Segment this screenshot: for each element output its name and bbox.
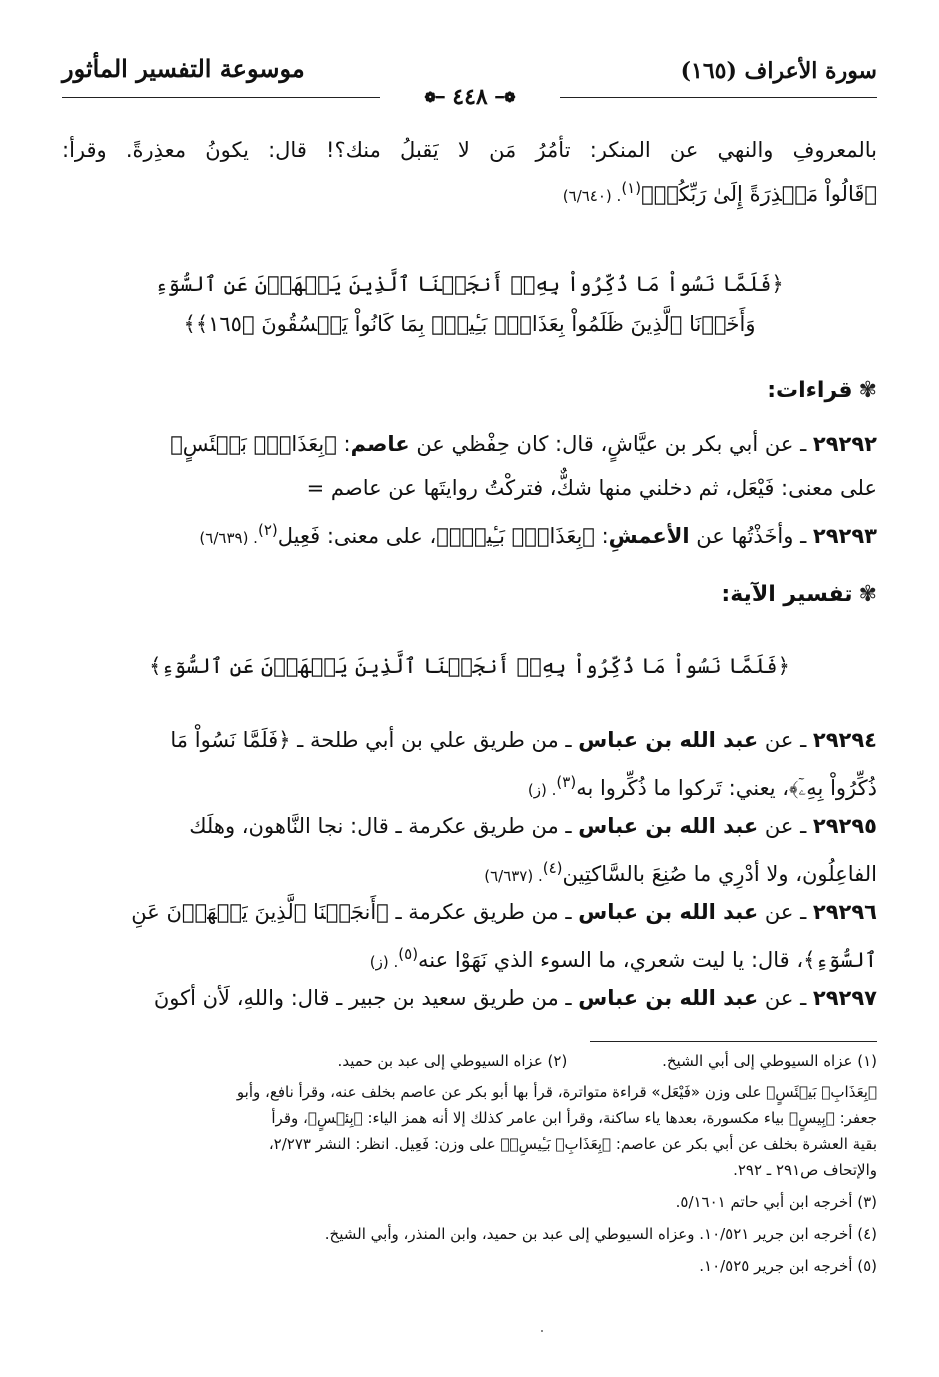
narration-number: ٢٩٢٩٦ [812,900,877,924]
ornament-icon: ❁━ [424,90,445,106]
footnote-line: والإتحاف ص٢٩١ ـ ٢٩٢. [733,1161,877,1179]
flower-icon: ✾ [858,582,877,607]
narration-number: ٢٩٢٩٥ [812,814,877,838]
footnote-line: بقية العشرة بخلف عن أبي بكر عن عاصم: ﴿بِعَذَابِۭ بَـِٔيسِۭ﴾ على وزن: فَعِيل. انظر: النشر ٢/٢٧٣، [268,1135,877,1153]
footnote-rule [590,1041,877,1042]
narration-line: ٢٩٢٩٧ ـ عن عبد الله بن عباس ـ من طريق سعيد بن جبير ـ قال: واللهِ، لَأن أكونَ [153,986,877,1010]
footnote-4: (٤) أخرجه ابن جرير ١٠/٥٢١. وعزاه السيوطي إلى عبد بن حميد، وابن المنذر، وأبي الشيخ. [324,1225,877,1243]
narration-line: ذُكِّرُواْ بِهِۦٓ﴾، يعني: تَركوا ما ذُكِّروا به$^{(٣)}$. (ز) [527,773,877,800]
narration-number: ٢٩٢٩٧ [812,986,877,1010]
page-number: ٤٤٨ [452,84,488,110]
footnote-marker: (٣) [556,773,577,791]
quran-quote: ٱلسُّوٓءِ﴾ [803,948,877,972]
quran-quote: ﴿قَالُواْ مَعۡذِرَةً إِلَىٰ رَبِّكُمۡ﴾ [641,182,877,206]
page-speck [541,1330,543,1332]
narration-number: ٢٩٢٩٤ [812,728,877,752]
footnote-3: (٣) أخرجه ابن أبي حاتم ٥/١٦٠١. [675,1193,877,1211]
ornament-icon: ━❁ [495,90,516,106]
verse-line: وَأَخَذۡنَا ٱلَّذِينَ ظَلَمُواْ بِعَذَابِۭ بَـِٔيسِۭ بِمَا كَانُواْ يَفۡسُقُونَ ﴿١٦٥﴾﴾ [183,312,756,336]
narration-line: الفاعِلُون، ولا أدْرِي ما صُنِعَ بالسَّاكتِين$^{(٤)}$. (٦/٦٣٧) [484,859,877,886]
flower-icon: ✾ [858,378,877,403]
footnote-5: (٥) أخرجه ابن جرير ١٠/٥٢٥. [699,1257,877,1275]
quran-quote: ﴿بِعَذَابِۭ بَـِٔيسِۭ﴾ [436,524,595,548]
source-ref: . (٦/٦٣٧) [484,867,543,885]
narration-line: على معنى: فَيْعَل، ثم دخلني منها شكٌّ، فتركْتُ روايتَها عن عاصم = [306,476,877,500]
footnote-line: جعفر: ﴿بِيسٍ﴾ بياء مكسورة، بعدها ياء ساكنة، وقرأ ابن عامر كذلك إلا أنه همز الياء: ﴿بِئۡسٍ﴾، وقرأ [271,1109,877,1127]
footnote-marker: (٢) [257,521,278,539]
footnote-line: ﴿بِعَذَابِۭ بَيۡئَسٍ﴾ على وزن «فَيْعَل» قراءة متواترة، قرأ بها أبو بكر عن عاصم بخلف عنه، وقرأ نافع، وأبو [236,1083,877,1101]
quran-quote: ﴿أَنجَيۡنَا ٱلَّذِينَ يَنۡهَوۡنَ عَنِ [131,900,389,924]
text-line: بالمعروفِ والنهي عن المنكر: تأمُرُ مَن لا يَقبلُ منك؟! قال: يكونُ معذِرةً. وقرأ: [62,138,877,162]
narration-number: ٢٩٢٩٢ [812,432,877,456]
quran-quote: ﴿فَلَمَّا نَسُواْ مَا [170,728,291,752]
page-number-block [380,84,560,110]
narration-line: ٱلسُّوٓءِ﴾، قال: يا ليت شعري، ما السوء الذي نَهَوْا عنه$^{(٥)}$. (ز) [369,945,877,972]
narration-line: ٢٩٢٩٢ ـ عن أبي بكر بن عيَّاشٍ، قال: كان حِفْظي عن عاصم: ﴿بِعَذَابِۭ بَيۡئَسٍ﴾ [170,432,877,456]
footnote-pair [62,1052,877,1070]
section-heading-readings: ✾قراءات: [767,378,877,403]
verse-line: ﴿فَلَمَّا نَسُواْ مَا ذُكِّرُواْ بِهِۦٓ أَنجَيۡنَا ٱلَّذِينَ يَنۡهَوۡنَ عَنِ ٱلسُّوٓءِ [155,272,784,296]
quran-quote: ذُكِّرُواْ بِهِۦٓ﴾ [789,776,877,800]
footnote-marker: (١) [621,179,642,197]
source-ref: . (ز) [369,953,399,971]
source-ref: . (٦/٦٣٩) [199,529,258,547]
source-ref: . (٦/٦٤٠) [562,187,622,205]
footnote-2: (٢) عزاه السيوطي إلى عبد بن حميد. [337,1052,568,1070]
book-title: موسوعة التفسير المأثور [62,54,305,83]
section-heading-tafsir: ✾تفسير الآية: [721,582,877,607]
verse-line: ﴿فَلَمَّا نَسُواْ مَا ذُكِّرُواْ بِهِۦٓ أَنجَيۡنَا ٱلَّذِينَ يَنۡهَوۡنَ عَنِ ٱلسُّوٓءِ﴾ [149,654,790,678]
surah-title: سورة الأعراف (١٦٥) [680,58,877,84]
quran-quote: ﴿بِعَذَابِۭ بَيۡئَسٍ﴾ [170,432,337,456]
narration-line: ٢٩٢٩٥ ـ عن عبد الله بن عباس ـ من طريق عكرمة ـ قال: نجا النَّاهون، وهلَك [189,814,877,838]
narration-line: ٢٩٢٩٤ ـ عن عبد الله بن عباس ـ من طريق علي بن أبي طلحة ـ ﴿فَلَمَّا نَسُواْ مَا [170,728,877,752]
source-ref: . (ز) [527,781,557,799]
footnote-marker: (٥) [398,945,419,963]
footnote-1: (١) عزاه السيوطي إلى أبي الشيخ. [662,1052,877,1070]
footnote-marker: (٤) [542,859,563,877]
text-line [62,170,877,214]
narration-number: ٢٩٢٩٣ [812,524,877,548]
narration-line: ٢٩٢٩٣ ـ وأخَذْتُها عن الأعمشِ: ﴿بِعَذَابِۭ بَـِٔيسِۭ﴾، على معنى: فَعِيل$^{(٢)}$. (٦/٦٣٩) [199,521,877,548]
narration-line: ٢٩٢٩٦ ـ عن عبد الله بن عباس ـ من طريق عكرمة ـ ﴿أَنجَيۡنَا ٱلَّذِينَ يَنۡهَوۡنَ عَنِ [131,900,877,924]
